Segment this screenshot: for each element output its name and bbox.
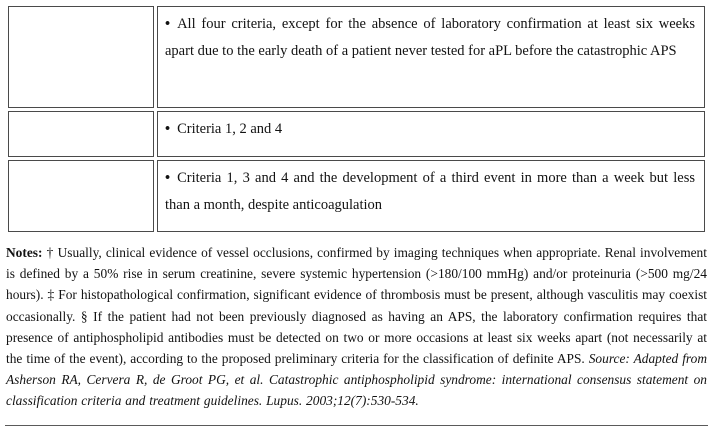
criteria-text: Criteria 1, 2 and 4 [177,121,283,137]
criteria-text: All four criteria, except for the absence of laboratory confirmation at least six weeks apart due to the early death of a patient never tested for aPL before the catastrophic APS [165,16,695,59]
bullet-icon: • [165,170,171,186]
notes-body: † Usually, clinical evidence of vessel occlusions, confirmed by imaging techniques when appropriate. Renal involvement is defined by a 50% rise in serum creatinine, severe systemic hypertension (>180/100 mmHg) and/or proteinuria (>500 mg/24 hours). ‡ For histopathological confirmation, significant evidence of thrombosis must be present, although vasculitis may coexist occasionally. § If the patient had not been previously diagnosed as having an APS, the laboratory confirmation requires that presence of antiphospholipid antibodies must be detected on two or more occasions at least six weeks apart (not necessarily at the time of the event), according to the proposed preliminary criteria for the classification of definite APS. [6,245,707,366]
empty-cell [8,6,154,108]
table-row [8,6,705,108]
criteria-cell [157,6,705,108]
notes-label: Notes: [6,245,43,260]
criteria-table [5,3,708,235]
criteria-cell [157,111,705,157]
empty-cell [8,160,154,232]
criteria-cell [157,160,705,232]
bullet-icon: • [165,121,171,137]
criteria-text: Criteria 1, 3 and 4 and the development of a third event in more than a week but less than a month, despite anticoagulation [165,170,695,213]
bullet-icon: • [165,16,171,32]
empty-cell [8,111,154,157]
table-row [8,111,705,157]
notes-source-citation: Source: Adapted from Asherson RA, Cervera R, de Groot PG, et al. Catastrophic antiphospholipid syndrome: international consensus statement on classification criteria and treatment guidelines. Lupus. 2003;12(7):530-534. [6,350,707,409]
notes-paragraph [6,242,707,425]
table-row [8,160,705,232]
bottom-border-rule [5,425,708,426]
